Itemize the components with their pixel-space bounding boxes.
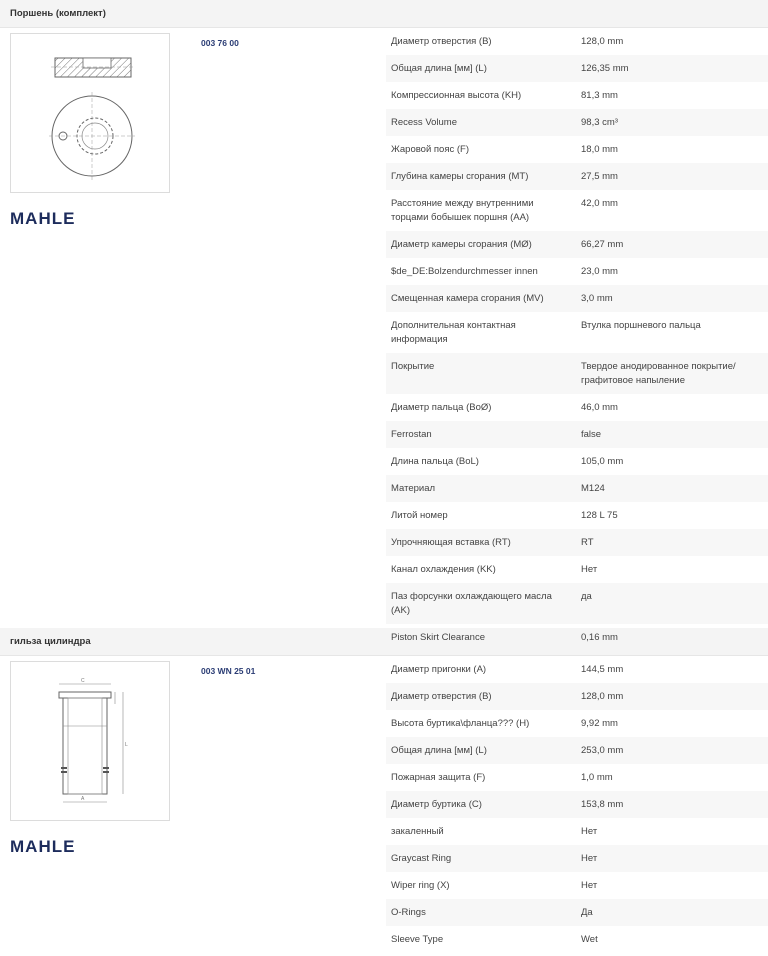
spec-value: 42,0 mm [581,198,618,209]
spec-value: 253,0 mm [581,745,624,756]
spec-value: 27,5 mm [581,171,618,182]
spec-row [386,285,768,312]
spec-row [386,55,768,82]
spec-row [386,475,768,502]
spec-row [386,791,768,818]
spec-value: 9,92 mm [581,718,618,729]
spec-row [386,231,768,258]
svg-text:L: L [125,742,128,748]
spec-label: Диаметр буртика (C) [391,799,482,810]
spec-row [386,710,768,737]
spec-label: Ferrostan [391,429,432,440]
spec-label: Диаметр пальца (BoØ) [391,402,492,413]
svg-text:C: C [81,678,85,684]
section-title: гильза цилиндра [10,636,91,647]
part-number[interactable]: 003 76 00 [201,38,239,48]
spec-value: Нет [581,880,598,891]
product-image[interactable] [10,661,170,821]
spec-label: Паз форсунки охлаждающего масла (AK) [391,591,552,616]
spec-label: Упрочняющая вставка (RT) [391,537,511,548]
spec-value: 23,0 mm [581,266,618,277]
spec-value: Да [581,907,593,918]
spec-label: Диаметр камеры сгорания (MØ) [391,239,532,250]
spec-row [386,818,768,845]
spec-row [386,109,768,136]
spec-label: Пожарная защита (F) [391,772,486,783]
spec-row [386,583,768,624]
spec-value: 3,0 mm [581,293,613,304]
spec-value: RT [581,537,594,548]
spec-value: 18,0 mm [581,144,618,155]
spec-label: Общая длина [мм] (L) [391,745,487,756]
spec-label: Высота буртика\фланца??? (H) [391,718,530,729]
spec-row [386,28,768,55]
spec-label: Sleeve Type [391,934,444,945]
spec-value: Втулка поршневого пальца [581,320,701,331]
spec-row [386,82,768,109]
spec-label: Длина пальца (BoL) [391,456,479,467]
spec-label: Покрытие [391,361,435,372]
spec-value: да [581,591,592,602]
spec-value: Твердое анодированное покрытие/графитовое напыление [581,361,736,386]
spec-label: Piston Skirt Clearance [391,632,485,643]
spec-row [386,845,768,872]
spec-value: 46,0 mm [581,402,618,413]
spec-row [386,737,768,764]
spec-value: Нет [581,564,598,575]
spec-label: Жаровой пояс (F) [391,144,469,155]
spec-row [386,353,768,394]
spec-label: Дополнительная контактная информация [391,320,516,345]
mahle-logo [10,210,88,226]
spec-row [386,624,768,651]
spec-label: Расстояние между внутренними торцами бобышек поршня (AA) [391,198,534,223]
spec-row [386,683,768,710]
section-title: Поршень (комплект) [10,8,106,19]
spec-label: Recess Volume [391,117,458,128]
spec-value: M124 [581,483,605,494]
spec-row [386,421,768,448]
spec-row [386,764,768,791]
spec-value: 128,0 mm [581,36,624,47]
brand-text: MAHLE [10,837,76,856]
section-header-piston [0,0,768,28]
spec-value: 128,0 mm [581,691,624,702]
product-cylinder-liner [0,656,768,956]
spec-table [386,28,768,651]
cylinder-liner-drawing-icon [11,662,171,822]
brand-text: MAHLE [10,209,76,228]
spec-label: Компрессионная высота (KH) [391,90,522,101]
spec-label: Глубина камеры сгорания (MT) [391,171,529,182]
spec-row [386,926,768,953]
spec-label: Общая длина [мм] (L) [391,63,487,74]
spec-row [386,656,768,683]
spec-label: Диаметр отверстия (B) [391,36,492,47]
spec-row [386,502,768,529]
spec-value: 126,35 mm [581,63,629,74]
spec-value: Wet [581,934,598,945]
spec-value: 144,5 mm [581,664,624,675]
spec-value: 98,3 cm³ [581,117,618,128]
spec-label: Материал [391,483,436,494]
spec-row [386,312,768,353]
spec-value: Нет [581,853,598,864]
spec-value: 0,16 mm [581,632,618,643]
spec-table [386,656,768,953]
spec-label: Диаметр отверстия (B) [391,691,492,702]
spec-row [386,872,768,899]
spec-row [386,163,768,190]
spec-row [386,556,768,583]
spec-label: Диаметр пригонки (A) [391,664,487,675]
spec-label: Смещенная камера сгорания (MV) [391,293,544,304]
spec-value: 153,8 mm [581,799,624,810]
piston-drawing-icon [11,34,171,194]
part-number[interactable]: 003 WN 25 01 [201,666,256,676]
spec-value: 66,27 mm [581,239,624,250]
spec-row [386,448,768,475]
spec-row [386,394,768,421]
spec-label: Канал охлаждения (KK) [391,564,496,575]
spec-label: $de_DE:Bolzendurchmesser innen [391,266,538,277]
spec-value: 128 L 75 [581,510,618,521]
product-image[interactable] [10,33,170,193]
spec-row [386,258,768,285]
spec-value: 1,0 mm [581,772,613,783]
spec-label: закаленный [391,826,444,837]
spec-value: 81,3 mm [581,90,618,101]
spec-row [386,136,768,163]
spec-label: Graycast Ring [391,853,452,864]
spec-row [386,190,768,231]
spec-value: 105,0 mm [581,456,624,467]
spec-value: Нет [581,826,598,837]
spec-label: Литой номер [391,510,448,521]
spec-value: false [581,429,602,440]
spec-row [386,899,768,926]
spec-label: O-Rings [391,907,426,918]
mahle-logo [10,838,88,854]
svg-text:A: A [81,796,85,802]
spec-row [386,529,768,556]
spec-label: Wiper ring (X) [391,880,450,891]
